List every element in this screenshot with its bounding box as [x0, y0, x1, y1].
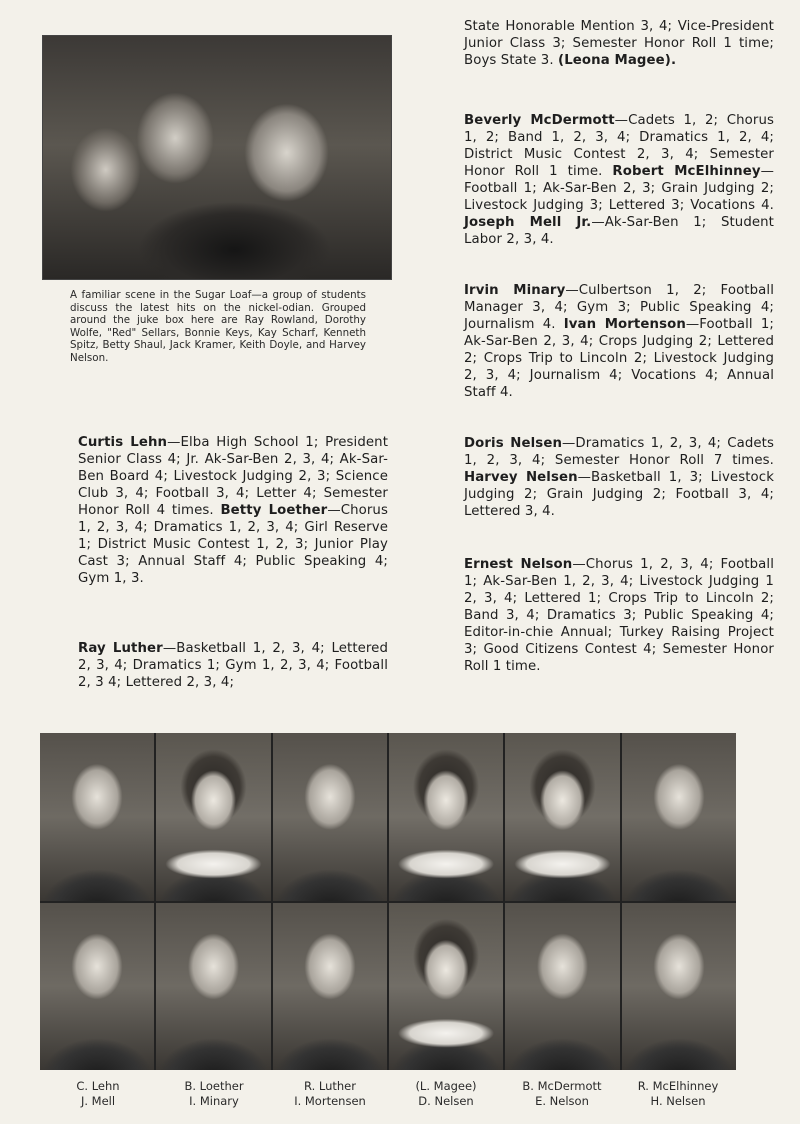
- portrait-photo: [389, 903, 503, 1071]
- entry-name: Doris Nelsen: [464, 436, 563, 451]
- portrait-photo: [273, 733, 387, 901]
- entry-leona-magee: [464, 18, 774, 69]
- entry-text: —Basketball 1, 2, 3, 4; Lettered 2, 3, 4; Dramatics 1; Gym 1, 2, 3, 4; Football 2, 3 4; Lettered 2, 3, 4;: [78, 641, 389, 690]
- portrait-name: I. Minary: [189, 1094, 239, 1108]
- name-pair: [388, 1079, 504, 1109]
- portrait-name: H. Nelsen: [650, 1094, 706, 1108]
- entry-irvin-minary: [464, 282, 774, 401]
- entry-text: —Football 1; Ak-Sar-Ben 2, 3, 4; Crops Judging 2; Lettered 2; Crops Trip to Lincoln 2; Livestock Judging 2, 3, 4; Journalism 4; Vocations 4; Annual Staff 4.: [464, 317, 774, 400]
- entry-name: (Leona Magee).: [558, 53, 677, 68]
- entry-name: Ivan Mortenson: [563, 317, 686, 332]
- entry-doris-nelsen: [464, 435, 774, 520]
- portrait-name: J. Mell: [80, 1094, 116, 1108]
- entry-text: —Elba High School 1; President Senior Class 4; Jr. Ak-Sar-Ben 2, 3, 4; Ak-Sar-Ben Board 4; Livestock Judging 2, 3; Science Club 3, 4; Football 3, 4; Letter 4; Semester Honor Roll 4 times.: [78, 435, 389, 518]
- entry-text: —Football 1; Ak-Sar-Ben 2, 3; Grain Judging 2; Livestock Judging 3; Lettered 3; Vocations 4.: [464, 164, 774, 213]
- entry-name: Beverly McDermott: [464, 113, 615, 128]
- portrait-photo: [389, 733, 503, 901]
- portrait-name: R. Luther: [304, 1079, 356, 1093]
- portrait-name-labels: [40, 1079, 736, 1109]
- entry-text: State Honorable Mention 3, 4; Vice-President Junior Class 3; Semester Honor Roll 1 time; Boys State 3.: [464, 19, 774, 68]
- entry-name: Joseph Mell Jr.: [464, 215, 592, 230]
- entry-ernest-nelson: [464, 556, 774, 675]
- entry-name: Betty Loether: [220, 503, 328, 518]
- entry-ray-luther: [78, 640, 388, 691]
- portrait-photo: [505, 903, 619, 1071]
- portrait-photo: [40, 733, 154, 901]
- portrait-photo: [156, 903, 270, 1071]
- portrait-name: (L. Magee): [415, 1079, 477, 1093]
- entry-curtis-lehn: [78, 434, 388, 587]
- portrait-name: I. Mortensen: [294, 1094, 366, 1108]
- portrait-grid: [40, 733, 736, 1070]
- portrait-name: B. McDermott: [522, 1079, 602, 1093]
- portrait-name: C. Lehn: [76, 1079, 120, 1093]
- portrait-photo: [273, 903, 387, 1071]
- entry-text: —Cadets 1, 2; Chorus 1, 2; Band 1, 2, 3, 4; Dramatics 1, 2, 4; District Music Contest 2, 3, 4; Semester Honor Roll 1 time.: [464, 113, 774, 179]
- name-pair: [156, 1079, 272, 1109]
- portrait-name: B. Loether: [184, 1079, 244, 1093]
- entry-text: —Ak-Sar-Ben 1; Student Labor 2, 3, 4.: [464, 215, 774, 247]
- portrait-photo: [622, 733, 736, 901]
- entry-text: —Culbertson 1, 2; Football Manager 3, 4; Gym 3; Public Speaking 4; Journalism 4.: [464, 283, 774, 332]
- portrait-photo: [622, 903, 736, 1071]
- entry-text: —Chorus 1, 2, 3, 4; Dramatics 1, 2, 3, 4; Girl Reserve 1; District Music Contest 1, 2, 3; Junior Play Cast 3; Annual Staff 4; Public Speaking 4; Gym 1, 3.: [78, 503, 388, 586]
- group-photo-jukebox: [42, 35, 392, 280]
- entry-beverly-mcdermott: [464, 112, 774, 248]
- entry-name: Irvin Minary: [464, 283, 566, 298]
- entry-name: Curtis Lehn: [78, 435, 168, 450]
- portrait-name: D. Nelsen: [418, 1094, 474, 1108]
- portrait-photo: [505, 733, 619, 901]
- portrait-name: E. Nelson: [535, 1094, 589, 1108]
- name-pair: [620, 1079, 736, 1109]
- portrait-name: R. McElhinney: [637, 1079, 719, 1093]
- name-pair: [504, 1079, 620, 1109]
- entry-name: Ernest Nelson: [464, 557, 573, 572]
- entry-text: —Basketball 1, 3; Livestock Judging 2; Grain Judging 2; Football 3, 4; Lettered 3, 4.: [464, 470, 774, 519]
- photo-caption: A familiar scene in the Sugar Loaf—a group of students discuss the latest hits on the nickel-odian. Grouped around the juke box here are Ray Rowland, Dorothy Wolfe, "Red" Sellars, Bonnie Keys, Kay Scharf, Kenneth Spitz, Betty Shaul, Jack Kramer, Keith Doyle, and Harvey Nelson.: [70, 289, 366, 364]
- entry-name: Harvey Nelsen: [464, 470, 578, 485]
- name-pair: [40, 1079, 156, 1109]
- portrait-photo: [40, 903, 154, 1071]
- entry-name: Ray Luther: [78, 641, 163, 656]
- portrait-photo: [156, 733, 270, 901]
- entry-text: —Dramatics 1, 2, 3, 4; Cadets 1, 2, 3, 4; Semester Honor Roll 7 times.: [464, 436, 774, 468]
- entry-text: —Chorus 1, 2, 3, 4; Football 1; Ak-Sar-Ben 1, 2, 3, 4; Livestock Judging 1 2, 3, 4; Lettered 1; Crops Trip to Lincoln 2; Band 3, 4; Dramatics 3; Public Speaking 4; Editor-in-chie Annual; Turkey Raising Project 3; Good Citizens Contest 4; Semester Honor Roll 1 time.: [464, 557, 774, 674]
- entry-name: Robert McElhinney: [612, 164, 761, 179]
- name-pair: [272, 1079, 388, 1109]
